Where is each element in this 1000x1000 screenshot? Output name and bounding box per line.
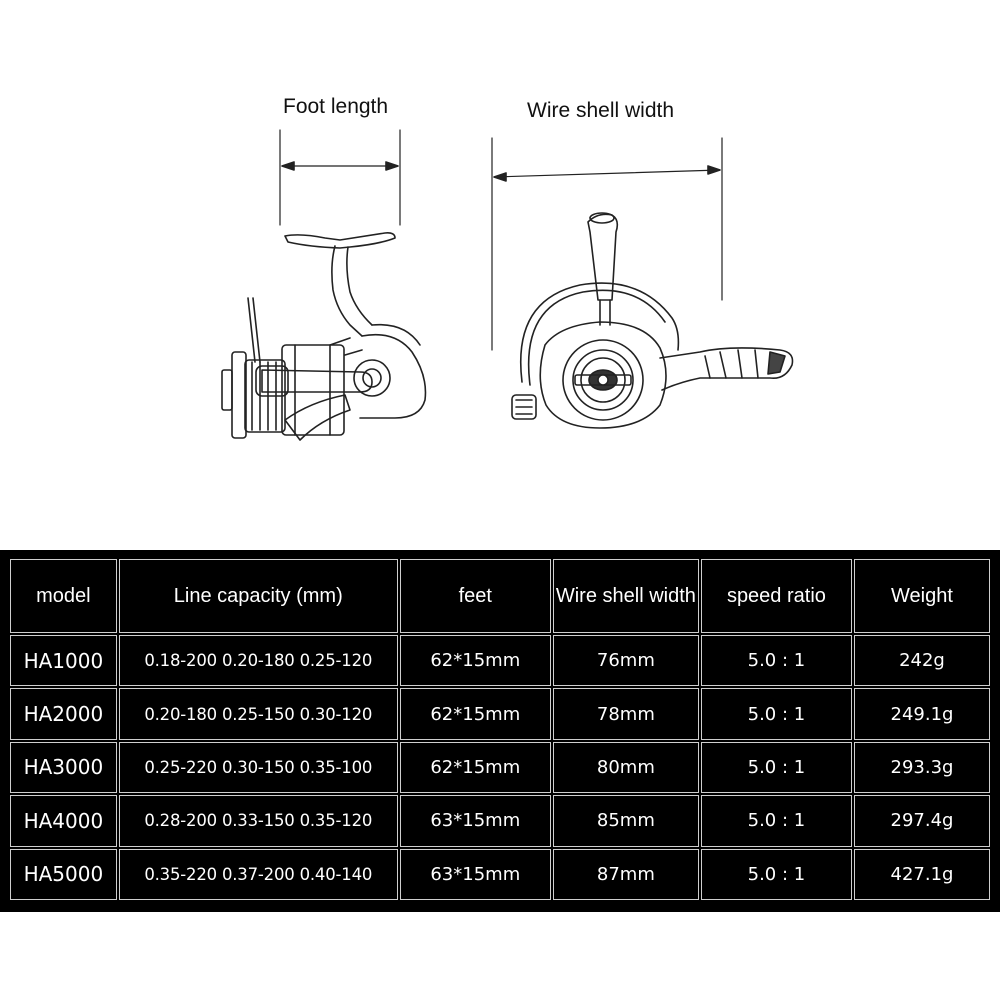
cell-speed-ratio: 5.0 : 1	[701, 795, 852, 846]
header-weight: Weight	[854, 559, 990, 633]
header-speed-ratio: speed ratio	[701, 559, 852, 633]
cell-speed-ratio: 5.0 : 1	[701, 849, 852, 900]
cell-line-capacity: 0.18-200 0.20-180 0.25-120	[119, 635, 398, 686]
header-feet: feet	[400, 559, 551, 633]
header-wire-shell-width: Wire shell width	[553, 559, 699, 633]
cell-feet: 62*15mm	[400, 742, 551, 793]
header-line-capacity: Line capacity (mm)	[119, 559, 398, 633]
reel-front-view	[512, 213, 793, 428]
cell-weight: 293.3g	[854, 742, 990, 793]
specifications-table	[8, 557, 992, 902]
cell-feet: 63*15mm	[400, 849, 551, 900]
cell-speed-ratio: 5.0 : 1	[701, 688, 852, 739]
cell-model: HA2000	[10, 688, 117, 739]
cell-wire-shell-width: 85mm	[553, 795, 699, 846]
cell-line-capacity: 0.20-180 0.25-150 0.30-120	[119, 688, 398, 739]
cell-line-capacity: 0.35-220 0.37-200 0.40-140	[119, 849, 398, 900]
cell-model: HA3000	[10, 742, 117, 793]
cell-feet: 62*15mm	[400, 635, 551, 686]
cell-model: HA5000	[10, 849, 117, 900]
cell-wire-shell-width: 87mm	[553, 849, 699, 900]
cell-model: HA1000	[10, 635, 117, 686]
cell-feet: 63*15mm	[400, 795, 551, 846]
reel-side-view	[222, 233, 425, 440]
cell-wire-shell-width: 76mm	[553, 635, 699, 686]
foot-length-dimension	[280, 130, 400, 225]
cell-speed-ratio: 5.0 : 1	[701, 635, 852, 686]
wire-shell-width-dimension	[492, 138, 722, 350]
cell-weight: 242g	[854, 635, 990, 686]
table-row	[10, 635, 990, 686]
table-header-row	[10, 559, 990, 633]
cell-line-capacity: 0.25-220 0.30-150 0.35-100	[119, 742, 398, 793]
header-model: model	[10, 559, 117, 633]
table-row	[10, 849, 990, 900]
foot-length-label: Foot length	[283, 95, 389, 118]
spec-table	[0, 550, 1000, 912]
cell-feet: 62*15mm	[400, 688, 551, 739]
cell-line-capacity: 0.28-200 0.33-150 0.35-120	[119, 795, 398, 846]
wire-shell-width-label: Wire shell width	[527, 99, 675, 122]
cell-speed-ratio: 5.0 : 1	[701, 742, 852, 793]
cell-wire-shell-width: 78mm	[553, 688, 699, 739]
table-row	[10, 688, 990, 739]
cell-model: HA4000	[10, 795, 117, 846]
cell-weight: 427.1g	[854, 849, 990, 900]
cell-weight: 249.1g	[854, 688, 990, 739]
table-row	[10, 795, 990, 846]
cell-wire-shell-width: 80mm	[553, 742, 699, 793]
table-row	[10, 742, 990, 793]
cell-weight: 297.4g	[854, 795, 990, 846]
